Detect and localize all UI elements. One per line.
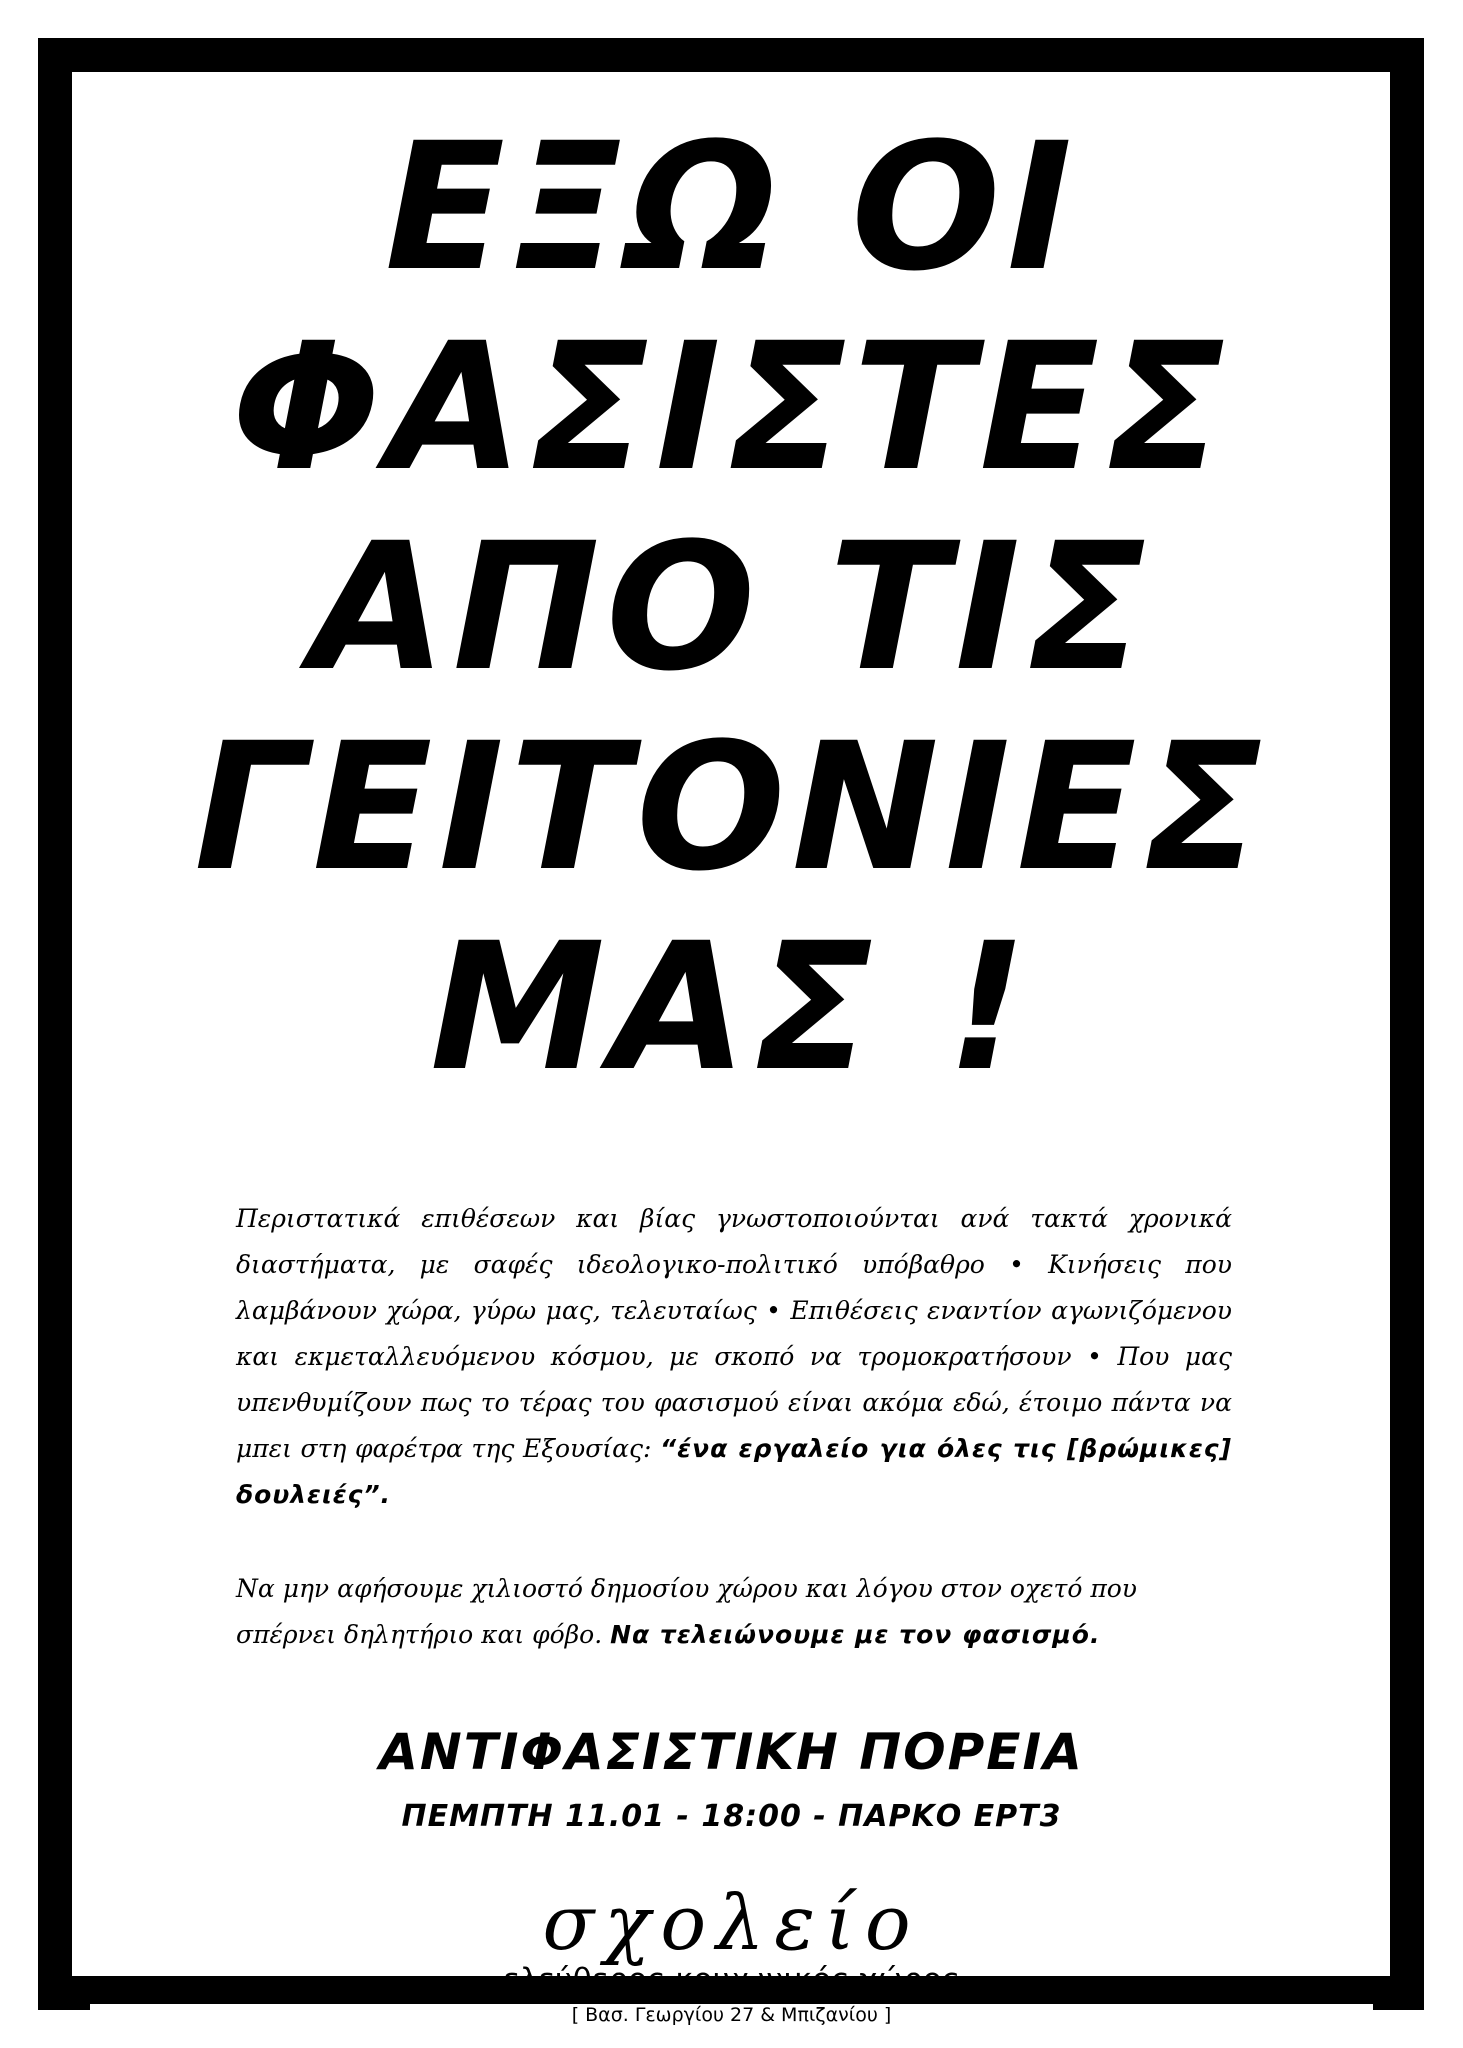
body-paragraph-2-emphasis: Να τελειώνουμε με τον φασισμό. xyxy=(610,1620,1101,1649)
headline xyxy=(90,105,1373,1110)
body-paragraph-1 xyxy=(236,1196,1232,1518)
body-paragraph-1-quote: “ένα εργαλείο για όλες τις [βρώμικες] δουλειές”. xyxy=(236,1434,1232,1509)
organizer-logo: σχολείο xyxy=(542,1878,921,1967)
event-details: ΠΕΜΠΤΗ 11.01 - 18:00 - ΠΑΡΚΟ ΕΡΤ3 xyxy=(401,1799,1062,1834)
headline-line: ΦΑΣΙΣΤΕΣ xyxy=(231,305,1232,510)
headline-line: ΓΕΙΤΟΝΙΕΣ xyxy=(194,705,1269,910)
headline-line: ΜΑΣ ! xyxy=(429,905,1034,1110)
body-paragraph-1-text: Περιστατικά επιθέσεων και βίας γνωστοποιούνται ανά τακτά χρονικά διαστήματα, με σαφές ιδεολογικο-πολιτικό υπόβαθρο • Κινήσεις που λαμβάνουν χώρα, γύρω μας, τελευταίως • Επιθέσεις εναντίον αγωνιζόμενου και εκμεταλλευόμενου κόσμου, με σκοπό να τρομοκρατήσουν • Που μας υπενθυμίζουν πως το τέρας του φασισμού είναι ακόμα εδώ, έτοιμο πάντα να μπει στη φαρέτρα της Εξουσίας: xyxy=(236,1204,1232,1463)
event-title: ΑΝΤΙΦΑΣΙΣΤΙΚΗ ΠΟΡΕΙΑ xyxy=(379,1723,1084,1781)
body-paragraph-2 xyxy=(236,1566,1232,1658)
body-paragraph-2-text: Να μην αφήσουμε χιλιοστό δημοσίου χώρου και λόγου στον οχετό που σπέρνει δηλητήριο και φόβο. xyxy=(236,1574,1138,1649)
headline-line: ΕΞΩ ΟΙ xyxy=(384,105,1079,310)
organizer-address: [ Βασ. Γεωργίου 27 & Μπιζανίου ] xyxy=(90,2004,1373,2026)
body-text xyxy=(236,1196,1232,1658)
headline-line: ΑΠΟ ΤΙΣ xyxy=(310,505,1153,710)
organizer-tagline: ελεύθερος κοινωνικός χώρος xyxy=(502,1962,960,1998)
